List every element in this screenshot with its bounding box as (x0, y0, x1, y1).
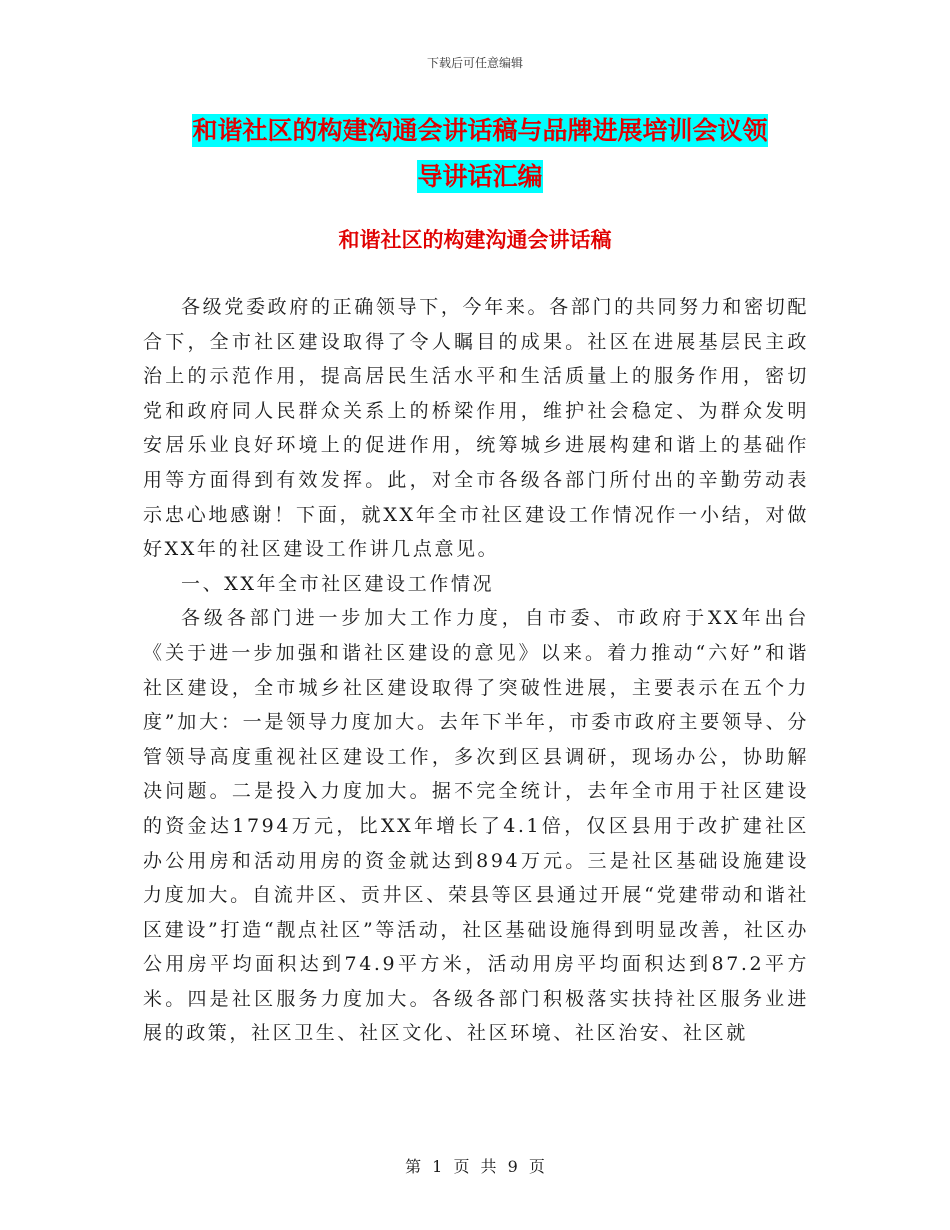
main-title (130, 108, 830, 200)
section-title: 和谐社区的构建沟通会讲话稿 (338, 227, 612, 252)
paragraph-heading: 一、XX年全市社区建设工作情况 (181, 572, 495, 595)
main-title-line1: 和谐社区的构建沟通会讲话稿与品牌进展培训会议领 (192, 116, 768, 145)
paragraph-work-summary: 各级各部门进一步加大工作力度，自市委、市政府于XX年出台《关于进一步加强和谐社区建设的意见》以来。着力推动“六好”和谐社区建设，全市城乡社区建设取得了突破性进展，主要表示在五个力度”加大：一是领导力度加大。去年下半年，市委市政府主要领导、分管领导高度重视社区建设工作，多次到区县调研，现场办公，协助解决问题。二是投入力度加大。据不完全统计，去年全市用于社区建设的资金达1794万元，比XX年增长了4.1倍，仅区县用于改扩建社区办公用房和活动用房的资金就达到894万元。三是社区基础设施建设力度加大。自流井区、贡井区、荣县等区县通过开展“党建带动和谐社区建设”打造“靓点社区”等活动，社区基础设施得到明显改善，社区办公用房平均面积达到74.9平方米，活动用房平均面积达到87.2平方米。四是社区服务力度加大。各级各部门积极落实扶持社区服务业进展的政策，社区卫生、社区文化、社区环境、社区治安、社区就 (143, 607, 809, 1045)
page-footer: 第 1 页 共 9 页 (405, 1157, 545, 1176)
paragraph-intro: 各级党委政府的正确领导下，今年来。各部门的共同努力和密切配合下，全市社区建设取得了令人瞩目的成果。社区在进展基层民主政治上的示范作用，提高居民生活水平和生活质量上的服务作用，密切党和政府同人民群众关系上的桥梁作用，维护社会稳定、为群众发明安居乐业良好环境上的促进作用，统筹城乡进展构建和谐上的基础作用等方面得到有效发挥。此，对全市各级各部门所付出的辛勤劳动表示忠心地感谢！下面，就XX年全市社区建设工作情况作一小结，对做好XX年的社区建设工作讲几点意见。 (143, 296, 809, 561)
header-note: 下载后可任意编辑 (426, 56, 523, 70)
body-text (143, 290, 809, 1051)
main-title-line2: 导讲话汇编 (417, 162, 543, 191)
